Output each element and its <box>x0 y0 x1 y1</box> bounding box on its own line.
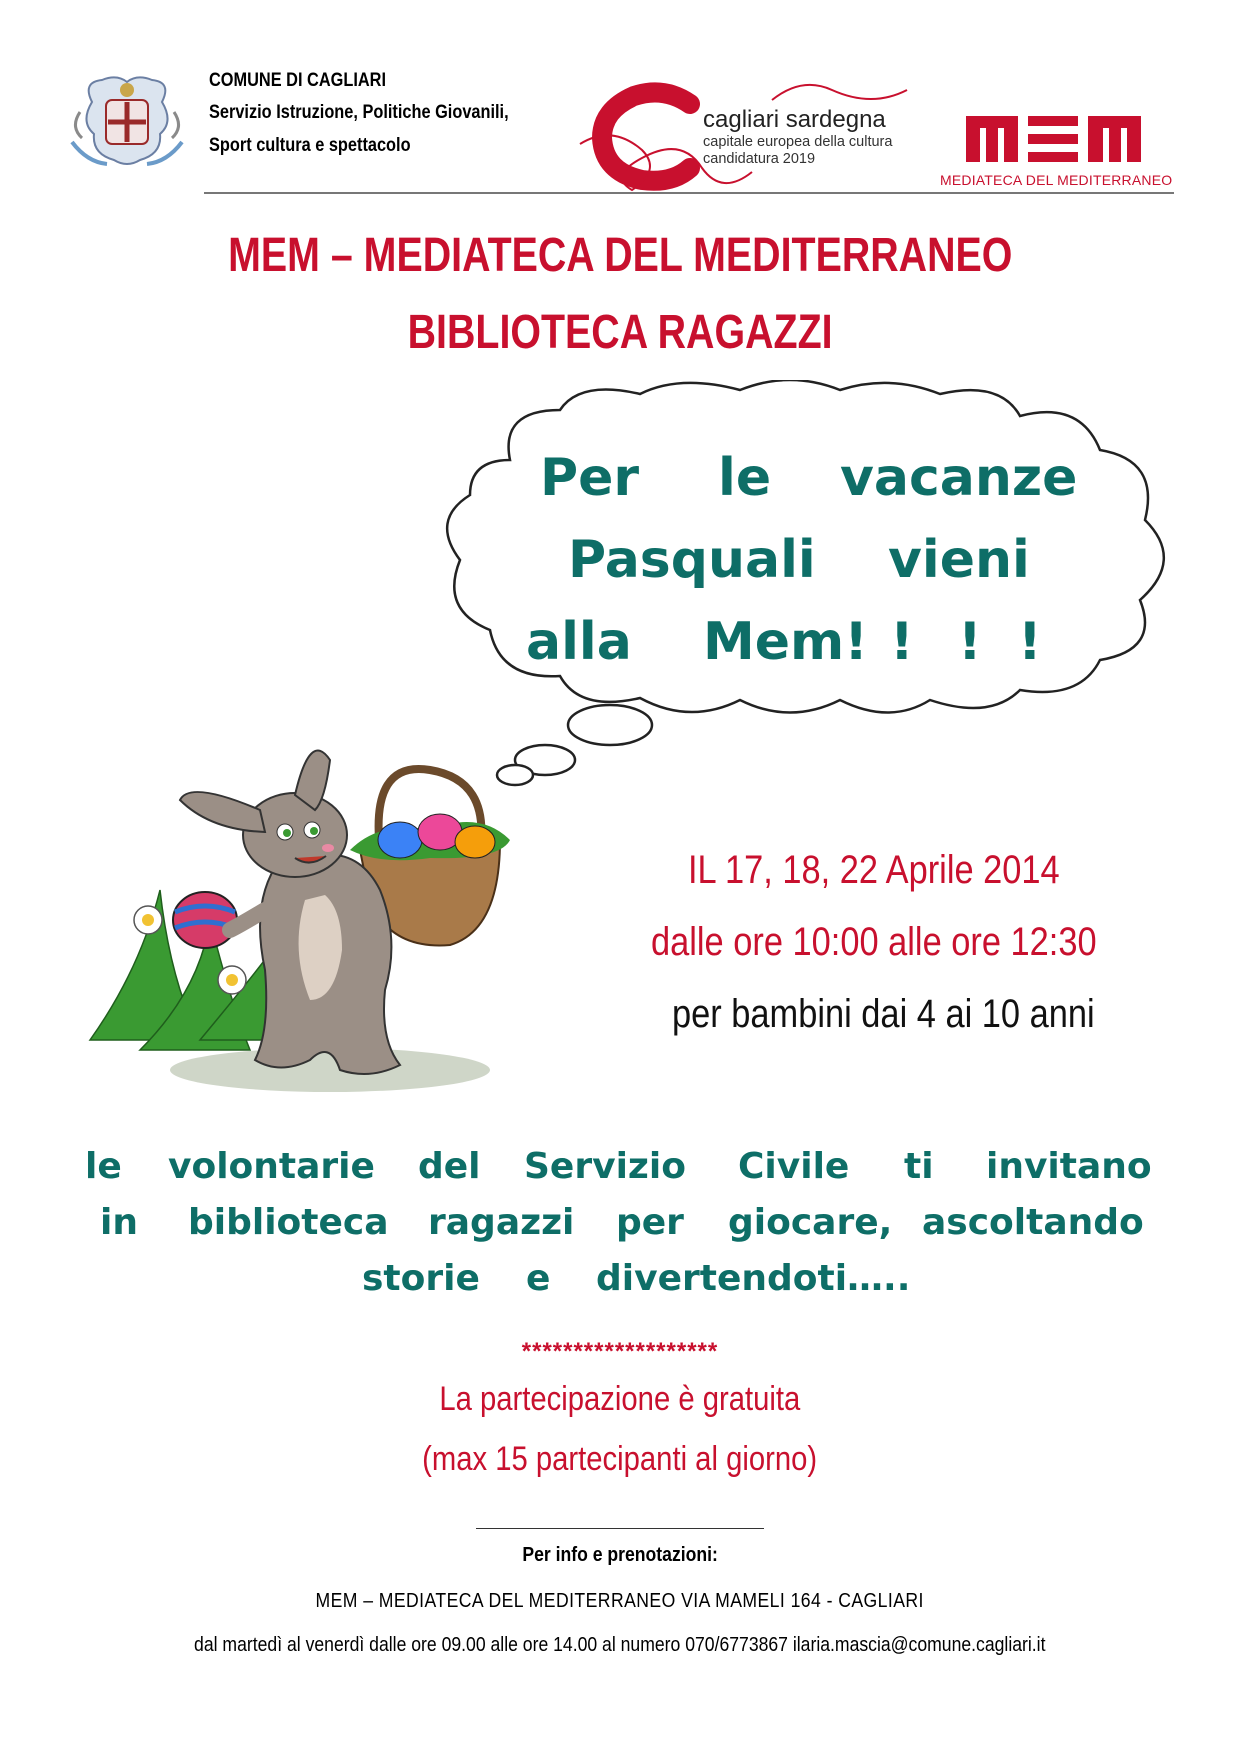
invite-word-le: le <box>85 1146 122 1187</box>
invite-word-e: e <box>526 1258 551 1299</box>
subtitle-biblioteca: BIBLIOTECA RAGAZZI <box>407 306 833 359</box>
separator-stars: ******************* <box>521 1338 719 1365</box>
thought-bubble <box>440 380 1180 800</box>
event-hours: dalle ore 10:00 alle ore 12:30 <box>651 920 1097 964</box>
event-audience: per bambini dai 4 ai 10 anni <box>672 992 1095 1036</box>
mem-logo <box>966 112 1141 166</box>
cloud-word-alla: alla <box>526 612 632 672</box>
invite-word-civile: Civile <box>738 1146 850 1187</box>
free-participation: La partecipazione è gratuita <box>439 1380 801 1418</box>
invite-word-giocare: giocare, <box>728 1202 893 1243</box>
max-participants: (max 15 partecipanti al giorno) <box>422 1440 818 1478</box>
invite-word-ascoltando: ascoltando <box>922 1202 1144 1243</box>
cloud-word-pasquali: Pasquali <box>568 530 816 590</box>
invite-word-per: per <box>616 1202 684 1243</box>
invite-word-del: del <box>418 1146 481 1187</box>
header-divider <box>204 192 1174 194</box>
capital-of-culture-candidacy: candidatura 2019 <box>703 151 816 167</box>
capital-of-culture-subtitle: capitale europea della cultura <box>703 134 893 150</box>
cloud-word-le: le <box>718 448 772 508</box>
cloud-word-vacanze: vacanze <box>840 448 1078 508</box>
org-department: Servizio Istruzione, Politiche Giovanili, <box>209 102 509 123</box>
cloud-exclamation-1: ! <box>890 612 914 672</box>
easter-bunny-illustration <box>80 740 580 1130</box>
invite-word-storie: storie <box>362 1258 480 1299</box>
invite-word-in: in <box>100 1202 138 1243</box>
cloud-word-per: Per <box>540 448 640 508</box>
cloud-word-mem: Mem! <box>703 612 868 672</box>
cloud-exclamation-3: ! <box>1018 612 1042 672</box>
capital-of-culture-title: cagliari sardegna <box>703 106 886 133</box>
invite-word-ti: ti <box>904 1146 934 1187</box>
invite-word-invitano: invitano <box>986 1146 1152 1187</box>
org-department-2: Sport cultura e spettacolo <box>209 135 411 156</box>
address-line: MEM – MEDIATECA DEL MEDITERRANEO VIA MAMELI 164 - CAGLIARI <box>315 1590 925 1612</box>
main-title: MEM – MEDIATECA DEL MEDITERRANEO <box>227 229 1013 282</box>
contact-line: dal martedì al venerdì dalle ore 09.00 alle ore 14.00 al numero 070/6773867 ilaria.mascia@comune.cagliari.it <box>194 1634 1046 1656</box>
org-name: COMUNE DI CAGLIARI <box>209 70 387 91</box>
cloud-exclamation-2: ! <box>958 612 982 672</box>
invite-word-volontarie: volontarie <box>168 1146 375 1187</box>
footer-divider <box>476 1528 764 1529</box>
coat-of-arms-icon <box>62 72 192 172</box>
invite-word-biblioteca: biblioteca <box>188 1202 389 1243</box>
mem-logo-subtitle: MEDIATECA DEL MEDITERRANEO <box>940 172 1173 188</box>
info-heading: Per info e prenotazioni: <box>522 1544 718 1566</box>
cloud-word-vieni: vieni <box>888 530 1030 590</box>
invite-word-divertendoti: divertendoti….. <box>596 1258 911 1299</box>
event-dates: IL 17, 18, 22 Aprile 2014 <box>688 848 1060 892</box>
invite-word-ragazzi: ragazzi <box>428 1202 575 1243</box>
invite-word-servizio: Servizio <box>524 1146 686 1187</box>
